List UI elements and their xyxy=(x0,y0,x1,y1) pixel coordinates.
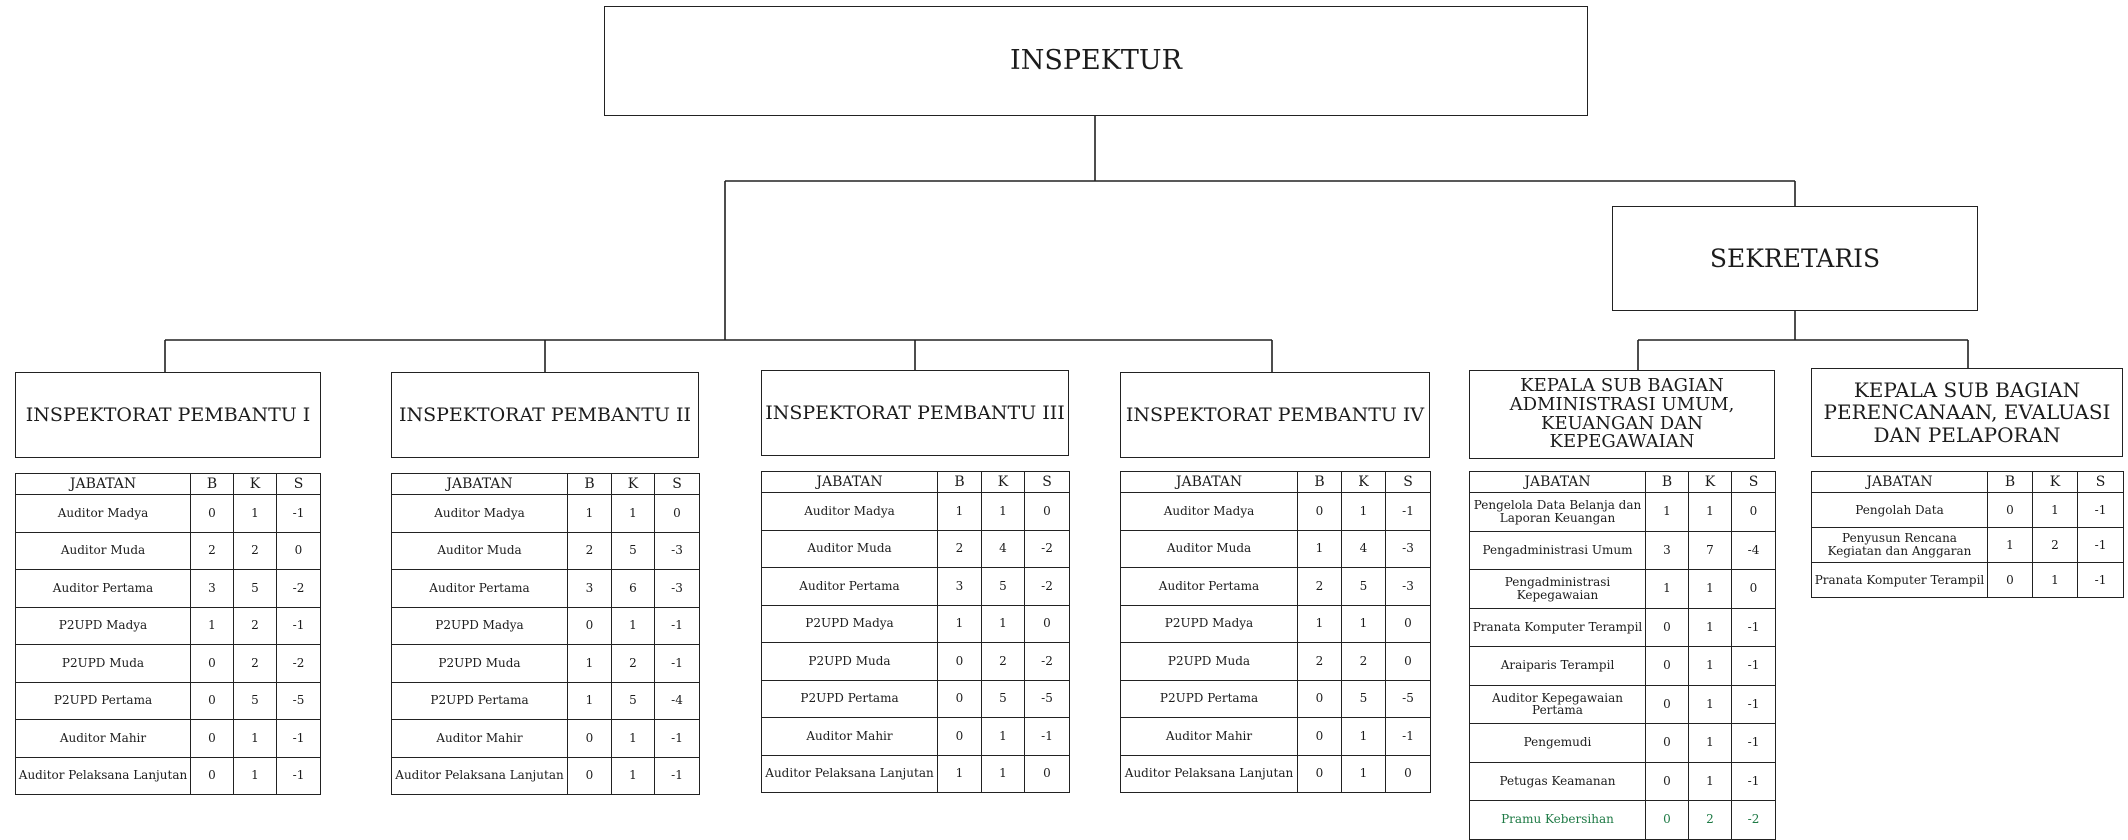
cell-jabatan: Auditor Pertama xyxy=(16,570,191,608)
cell-jabatan: Araiparis Terampil xyxy=(1470,647,1646,686)
cell-s: -5 xyxy=(277,682,321,720)
cell-k: 5 xyxy=(982,680,1025,718)
cell-s: -5 xyxy=(1025,680,1070,718)
table-header-row xyxy=(392,474,700,495)
cell-k: 1 xyxy=(1689,570,1732,609)
cell-jabatan: P2UPD Muda xyxy=(392,645,568,683)
cell-k: 5 xyxy=(612,682,655,720)
cell-s: -1 xyxy=(655,757,700,795)
cell-s: -1 xyxy=(2078,528,2124,563)
cell-k: 6 xyxy=(612,570,655,608)
table-header-row xyxy=(1470,472,1776,493)
cell-b: 0 xyxy=(938,643,982,681)
cell-b: 0 xyxy=(191,495,234,533)
cell-b: 2 xyxy=(1298,568,1342,606)
table-row xyxy=(762,605,1070,643)
table-row xyxy=(392,532,700,570)
cell-b: 1 xyxy=(1298,605,1342,643)
cell-jabatan: Auditor Mahir xyxy=(392,720,568,758)
table-row xyxy=(762,755,1070,793)
cell-s: -2 xyxy=(277,645,321,683)
cell-b: 0 xyxy=(1646,801,1689,840)
cell-k: 1 xyxy=(982,718,1025,756)
cell-b: 1 xyxy=(568,645,612,683)
cell-s: -1 xyxy=(277,495,321,533)
cell-jabatan: Auditor Madya xyxy=(392,495,568,533)
table-row xyxy=(762,718,1070,756)
cell-k: 1 xyxy=(1342,718,1386,756)
cell-jabatan: Auditor Madya xyxy=(762,493,938,531)
cell-k: 2 xyxy=(234,607,277,645)
cell-k: 2 xyxy=(612,645,655,683)
cell-b: 0 xyxy=(568,720,612,758)
cell-s: -3 xyxy=(1386,568,1431,606)
cell-jabatan: Pengolah Data xyxy=(1812,493,1988,528)
col-header-s: S xyxy=(2078,472,2124,493)
table-row xyxy=(1121,643,1431,681)
table-row xyxy=(1470,647,1776,686)
table-row xyxy=(392,682,700,720)
cell-b: 0 xyxy=(1298,493,1342,531)
cell-jabatan: Pengadministrasi Kepegawaian xyxy=(1470,570,1646,609)
table-row xyxy=(1470,724,1776,763)
cell-b: 3 xyxy=(1646,531,1689,570)
table-row xyxy=(762,493,1070,531)
col-header-jabatan: JABATAN xyxy=(762,472,938,493)
cell-jabatan: Pranata Komputer Terampil xyxy=(1470,608,1646,647)
cell-jabatan: Pengelola Data Belanja dan Laporan Keuangan xyxy=(1470,493,1646,532)
cell-b: 1 xyxy=(938,605,982,643)
inspektur-box xyxy=(604,6,1588,116)
cell-s: -3 xyxy=(655,532,700,570)
unit-box-subbag-perencanaan xyxy=(1811,368,2123,457)
table-row xyxy=(1121,718,1431,756)
table-row xyxy=(1470,608,1776,647)
cell-s: -4 xyxy=(655,682,700,720)
cell-b: 0 xyxy=(1646,685,1689,724)
table-row xyxy=(1812,528,2124,563)
cell-s: -1 xyxy=(277,607,321,645)
cell-jabatan: P2UPD Madya xyxy=(16,607,191,645)
table-row xyxy=(1470,685,1776,724)
jabatan-table-pembantu-3 xyxy=(761,471,1070,793)
cell-k: 1 xyxy=(1689,647,1732,686)
cell-k: 2 xyxy=(234,645,277,683)
cell-b: 1 xyxy=(568,495,612,533)
cell-b: 3 xyxy=(568,570,612,608)
cell-s: -1 xyxy=(1732,762,1776,801)
cell-s: -1 xyxy=(1386,718,1431,756)
table-row xyxy=(16,682,321,720)
cell-s: -1 xyxy=(655,720,700,758)
cell-k: 1 xyxy=(1689,608,1732,647)
jabatan-table-pembantu-4 xyxy=(1120,471,1431,793)
cell-jabatan: P2UPD Muda xyxy=(1121,643,1298,681)
cell-jabatan: P2UPD Muda xyxy=(762,643,938,681)
cell-jabatan: Pranata Komputer Terampil xyxy=(1812,563,1988,598)
cell-b: 0 xyxy=(1988,493,2033,528)
cell-b: 0 xyxy=(1646,762,1689,801)
jabatan-table-subbag-perencanaan xyxy=(1811,471,2124,598)
unit-box-subbag-umum xyxy=(1469,370,1775,459)
cell-s: -2 xyxy=(1025,530,1070,568)
unit-title: INSPEKTORAT PEMBANTU II xyxy=(398,403,692,426)
table-row xyxy=(1812,493,2124,528)
cell-s: -1 xyxy=(2078,493,2124,528)
table-header-row xyxy=(16,474,321,495)
cell-b: 1 xyxy=(191,607,234,645)
unit-title: KEPALA SUB BAGIAN PERENCANAAN, EVALUASI DAN PELAPORAN xyxy=(1823,377,2111,447)
unit-box-pembantu-2 xyxy=(391,372,699,458)
cell-s: -2 xyxy=(1025,643,1070,681)
table-row xyxy=(762,680,1070,718)
cell-s: -1 xyxy=(2078,563,2124,598)
cell-s: -5 xyxy=(1386,680,1431,718)
cell-s: -3 xyxy=(655,570,700,608)
cell-k: 5 xyxy=(234,682,277,720)
sekretaris-title: SEKRETARIS xyxy=(1709,243,1881,273)
cell-jabatan: Auditor Mahir xyxy=(16,720,191,758)
cell-b: 2 xyxy=(1298,643,1342,681)
table-row xyxy=(1121,605,1431,643)
col-header-b: B xyxy=(568,474,612,495)
table-row xyxy=(1121,568,1431,606)
cell-s: -1 xyxy=(1025,718,1070,756)
col-header-jabatan: JABATAN xyxy=(392,474,568,495)
table-row xyxy=(16,607,321,645)
cell-s: 0 xyxy=(655,495,700,533)
unit-box-pembantu-3 xyxy=(761,370,1069,456)
col-header-k: K xyxy=(2033,472,2078,493)
table-row xyxy=(16,570,321,608)
table-row xyxy=(392,720,700,758)
table-row xyxy=(16,495,321,533)
table-row xyxy=(16,720,321,758)
cell-s: -1 xyxy=(1732,724,1776,763)
cell-b: 0 xyxy=(1988,563,2033,598)
cell-s: -1 xyxy=(655,645,700,683)
cell-k: 4 xyxy=(1342,530,1386,568)
cell-b: 3 xyxy=(191,570,234,608)
col-header-b: B xyxy=(191,474,234,495)
col-header-s: S xyxy=(1732,472,1776,493)
cell-b: 0 xyxy=(191,645,234,683)
cell-k: 1 xyxy=(234,495,277,533)
table-header-row xyxy=(762,472,1070,493)
table-row xyxy=(1470,493,1776,532)
cell-s: -2 xyxy=(1732,801,1776,840)
cell-jabatan: P2UPD Pertama xyxy=(392,682,568,720)
unit-title: INSPEKTORAT PEMBANTU III xyxy=(765,401,1065,424)
col-header-jabatan: JABATAN xyxy=(1470,472,1646,493)
cell-jabatan: P2UPD Muda xyxy=(16,645,191,683)
cell-k: 1 xyxy=(612,757,655,795)
cell-s: 0 xyxy=(1025,755,1070,793)
cell-k: 5 xyxy=(234,570,277,608)
cell-b: 0 xyxy=(1298,755,1342,793)
cell-b: 3 xyxy=(938,568,982,606)
cell-k: 2 xyxy=(2033,528,2078,563)
col-header-k: K xyxy=(612,474,655,495)
unit-title: INSPEKTORAT PEMBANTU I xyxy=(25,403,311,426)
cell-jabatan: Auditor Muda xyxy=(762,530,938,568)
cell-b: 0 xyxy=(938,680,982,718)
jabatan-table-pembantu-1 xyxy=(15,473,321,795)
cell-k: 1 xyxy=(612,720,655,758)
cell-s: 0 xyxy=(1386,755,1431,793)
cell-s: -4 xyxy=(1732,531,1776,570)
table-row xyxy=(392,570,700,608)
cell-jabatan: Auditor Madya xyxy=(16,495,191,533)
cell-jabatan: P2UPD Madya xyxy=(1121,605,1298,643)
cell-s: -2 xyxy=(277,570,321,608)
cell-jabatan: Auditor Muda xyxy=(16,532,191,570)
cell-k: 2 xyxy=(982,643,1025,681)
table-row xyxy=(1470,570,1776,609)
cell-s: -1 xyxy=(655,607,700,645)
cell-jabatan: Auditor Pelaksana Lanjutan xyxy=(1121,755,1298,793)
cell-k: 1 xyxy=(2033,563,2078,598)
cell-b: 0 xyxy=(568,607,612,645)
col-header-s: S xyxy=(1386,472,1431,493)
cell-k: 1 xyxy=(1689,762,1732,801)
jabatan-table-subbag-umum xyxy=(1469,471,1776,840)
cell-jabatan: Auditor Pertama xyxy=(762,568,938,606)
cell-b: 1 xyxy=(1298,530,1342,568)
sekretaris-box xyxy=(1612,206,1978,311)
cell-b: 0 xyxy=(191,720,234,758)
cell-jabatan: Auditor Pelaksana Lanjutan xyxy=(392,757,568,795)
cell-s: 0 xyxy=(1732,570,1776,609)
cell-jabatan: Auditor Muda xyxy=(392,532,568,570)
cell-k: 1 xyxy=(982,493,1025,531)
col-header-s: S xyxy=(655,474,700,495)
table-row xyxy=(392,645,700,683)
inspektur-title: INSPEKTUR xyxy=(1010,45,1182,77)
cell-s: 0 xyxy=(1025,493,1070,531)
col-header-b: B xyxy=(938,472,982,493)
table-row xyxy=(392,757,700,795)
table-row xyxy=(1812,563,2124,598)
cell-jabatan: P2UPD Pertama xyxy=(16,682,191,720)
table-row xyxy=(1121,530,1431,568)
cell-b: 0 xyxy=(191,682,234,720)
cell-k: 2 xyxy=(1689,801,1732,840)
col-header-k: K xyxy=(982,472,1025,493)
cell-s: -1 xyxy=(1732,685,1776,724)
cell-b: 1 xyxy=(938,493,982,531)
cell-b: 0 xyxy=(1298,718,1342,756)
cell-s: -1 xyxy=(277,757,321,795)
cell-k: 7 xyxy=(1689,531,1732,570)
cell-jabatan: Auditor Muda xyxy=(1121,530,1298,568)
cell-k: 2 xyxy=(234,532,277,570)
table-row xyxy=(392,495,700,533)
cell-s: -2 xyxy=(1025,568,1070,606)
cell-jabatan: P2UPD Madya xyxy=(392,607,568,645)
cell-b: 2 xyxy=(938,530,982,568)
unit-title: KEPALA SUB BAGIAN ADMINISTRASI UMUM, KEUANGAN DAN KEPEGAWAIAN xyxy=(1509,374,1735,453)
cell-jabatan: Auditor Mahir xyxy=(1121,718,1298,756)
unit-box-pembantu-1 xyxy=(15,372,321,458)
col-header-jabatan: JABATAN xyxy=(1121,472,1298,493)
col-header-jabatan: JABATAN xyxy=(1812,472,1988,493)
cell-b: 0 xyxy=(568,757,612,795)
cell-b: 0 xyxy=(1646,608,1689,647)
cell-k: 1 xyxy=(234,720,277,758)
table-row xyxy=(762,643,1070,681)
col-header-k: K xyxy=(1342,472,1386,493)
cell-s: 0 xyxy=(277,532,321,570)
cell-k: 5 xyxy=(1342,680,1386,718)
cell-jabatan: Auditor Pelaksana Lanjutan xyxy=(762,755,938,793)
cell-k: 1 xyxy=(1342,493,1386,531)
col-header-k: K xyxy=(234,474,277,495)
cell-b: 2 xyxy=(568,532,612,570)
col-header-b: B xyxy=(1298,472,1342,493)
cell-k: 1 xyxy=(1689,724,1732,763)
unit-box-pembantu-4 xyxy=(1120,372,1430,458)
table-row xyxy=(1470,762,1776,801)
cell-b: 1 xyxy=(1988,528,2033,563)
cell-jabatan: Auditor Pertama xyxy=(1121,568,1298,606)
cell-b: 0 xyxy=(191,757,234,795)
col-header-jabatan: JABATAN xyxy=(16,474,191,495)
cell-jabatan: Auditor Pertama xyxy=(392,570,568,608)
cell-k: 2 xyxy=(1342,643,1386,681)
cell-k: 1 xyxy=(2033,493,2078,528)
cell-s: 0 xyxy=(1732,493,1776,532)
table-row xyxy=(1121,493,1431,531)
cell-jabatan: Auditor Mahir xyxy=(762,718,938,756)
table-row xyxy=(762,568,1070,606)
cell-jabatan: Pengadministrasi Umum xyxy=(1470,531,1646,570)
col-header-b: B xyxy=(1646,472,1689,493)
cell-jabatan: Auditor Pelaksana Lanjutan xyxy=(16,757,191,795)
cell-b: 1 xyxy=(568,682,612,720)
cell-k: 1 xyxy=(982,605,1025,643)
table-header-row xyxy=(1812,472,2124,493)
cell-k: 1 xyxy=(1689,493,1732,532)
cell-jabatan: P2UPD Pertama xyxy=(762,680,938,718)
cell-k: 1 xyxy=(1342,605,1386,643)
table-row xyxy=(392,607,700,645)
cell-jabatan: P2UPD Pertama xyxy=(1121,680,1298,718)
table-header-row xyxy=(1121,472,1431,493)
cell-b: 1 xyxy=(938,755,982,793)
table-row xyxy=(1470,531,1776,570)
cell-s: 0 xyxy=(1025,605,1070,643)
cell-jabatan: Petugas Keamanan xyxy=(1470,762,1646,801)
table-row xyxy=(1121,680,1431,718)
cell-b: 1 xyxy=(1646,493,1689,532)
cell-s: -1 xyxy=(277,720,321,758)
cell-s: 0 xyxy=(1386,643,1431,681)
cell-k: 5 xyxy=(1342,568,1386,606)
cell-k: 5 xyxy=(982,568,1025,606)
cell-k: 1 xyxy=(612,607,655,645)
cell-jabatan: Auditor Kepegawaian Pertama xyxy=(1470,685,1646,724)
cell-s: 0 xyxy=(1386,605,1431,643)
cell-s: -1 xyxy=(1386,493,1431,531)
cell-b: 0 xyxy=(1298,680,1342,718)
table-row xyxy=(16,645,321,683)
cell-b: 1 xyxy=(1646,570,1689,609)
table-row xyxy=(16,757,321,795)
cell-s: -1 xyxy=(1732,647,1776,686)
cell-k: 1 xyxy=(612,495,655,533)
cell-jabatan: Pramu Kebersihan xyxy=(1470,801,1646,840)
table-row xyxy=(762,530,1070,568)
cell-b: 0 xyxy=(938,718,982,756)
table-row xyxy=(1470,801,1776,840)
cell-k: 1 xyxy=(234,757,277,795)
col-header-k: K xyxy=(1689,472,1732,493)
cell-jabatan: Auditor Madya xyxy=(1121,493,1298,531)
cell-jabatan: P2UPD Madya xyxy=(762,605,938,643)
col-header-s: S xyxy=(277,474,321,495)
jabatan-table-pembantu-2 xyxy=(391,473,700,795)
col-header-b: B xyxy=(1988,472,2033,493)
cell-k: 1 xyxy=(1342,755,1386,793)
cell-k: 1 xyxy=(1689,685,1732,724)
cell-b: 2 xyxy=(191,532,234,570)
cell-k: 1 xyxy=(982,755,1025,793)
cell-k: 5 xyxy=(612,532,655,570)
col-header-s: S xyxy=(1025,472,1070,493)
cell-jabatan: Penyusun Rencana Kegiatan dan Anggaran xyxy=(1812,528,1988,563)
cell-s: -1 xyxy=(1732,608,1776,647)
cell-jabatan: Pengemudi xyxy=(1470,724,1646,763)
table-row xyxy=(1121,755,1431,793)
cell-b: 0 xyxy=(1646,647,1689,686)
cell-s: -3 xyxy=(1386,530,1431,568)
unit-title: INSPEKTORAT PEMBANTU IV xyxy=(1125,403,1425,426)
cell-b: 0 xyxy=(1646,724,1689,763)
cell-k: 4 xyxy=(982,530,1025,568)
table-row xyxy=(16,532,321,570)
